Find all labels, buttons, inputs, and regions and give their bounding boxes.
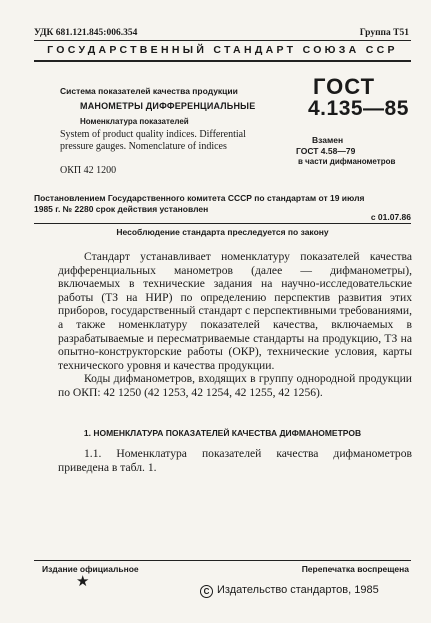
effective-date: с 01.07.86 (370, 212, 411, 222)
copyright-icon: С (200, 585, 213, 598)
document-subtitle: Номенклатура показателей (80, 117, 189, 126)
copyright-line (200, 584, 379, 598)
decree-line-1: Постановлением Государственного комитета СССР по стандартам от 19 июля (34, 193, 365, 203)
copyright-text: Издательство стандартов, 1985 (217, 584, 379, 596)
intro-text (58, 250, 412, 400)
section-heading: 1. НОМЕНКЛАТУРА ПОКАЗАТЕЛЕЙ КАЧЕСТВА ДИФМАНОМЕТРОВ (83, 428, 362, 438)
gost-number: 4.135—85 (308, 97, 409, 120)
okp-code: ОКП 42 1200 (60, 165, 117, 176)
english-title-line-1: System of product quality indices. Differential (60, 129, 246, 140)
document-title: МАНОМЕТРЫ ДИФФЕРЕНЦИАЛЬНЫЕ (80, 101, 256, 111)
replaces-part: в части дифманометров (298, 157, 396, 166)
state-standard-banner: ГОСУДАРСТВЕННЫЙ СТАНДАРТ СОЮЗА ССР (47, 44, 398, 56)
decree-rule (34, 223, 411, 224)
replaces-label: Взамен (312, 135, 344, 145)
reprint-prohibited-label: Перепечатка воспрещена (301, 564, 409, 574)
udk-code: УДК 681.121.845:006.354 (34, 28, 138, 38)
official-edition-label: Издание официальное (42, 564, 139, 574)
section-text (58, 447, 412, 474)
codes-paragraph: Коды дифманометров, входящих в группу однородной продукции по ОКП: 42 1250 (42 1253, 42 1254, 42 1255, 42 1256). (58, 372, 412, 399)
gost-label: ГОСТ (313, 74, 376, 99)
english-title-line-2: pressure gauges. Nomenclature of indices (60, 141, 227, 152)
header-rule-bottom (34, 60, 411, 62)
star-icon: ★ (76, 574, 90, 590)
section-paragraph: 1.1. Номенклатура показателей качества дифманометров приведена в табл. 1. (58, 447, 412, 474)
system-label: Система показателей качества продукции (60, 86, 238, 96)
intro-paragraph: Стандарт устанавливает номенклатуру показателей качества дифференциальных манометров (далее — дифманометры), включаемых в технические задания на научно-исследовательские работы (ТЗ на НИР) по определению перспектив развития этих приборов, государственный стандарт с перспективными требованиями, а также номенклатуру показателей качества, включаемых в разрабатываемые и пересматриваемые стандарты на продукцию, ТЗ на опытно-конструкторские работы (ОКР), технические условия, карты технического уровня и качества продукции. (58, 250, 412, 372)
decree-line-2: 1985 г. № 2280 срок действия установлен (34, 204, 209, 214)
group-code: Группа Т51 (359, 28, 409, 38)
replaces-gost: ГОСТ 4.58—79 (296, 146, 356, 156)
footer-rule (34, 560, 411, 561)
law-notice: Несоблюдение стандарта преследуется по закону (116, 227, 329, 237)
header-rule-top (34, 40, 411, 41)
